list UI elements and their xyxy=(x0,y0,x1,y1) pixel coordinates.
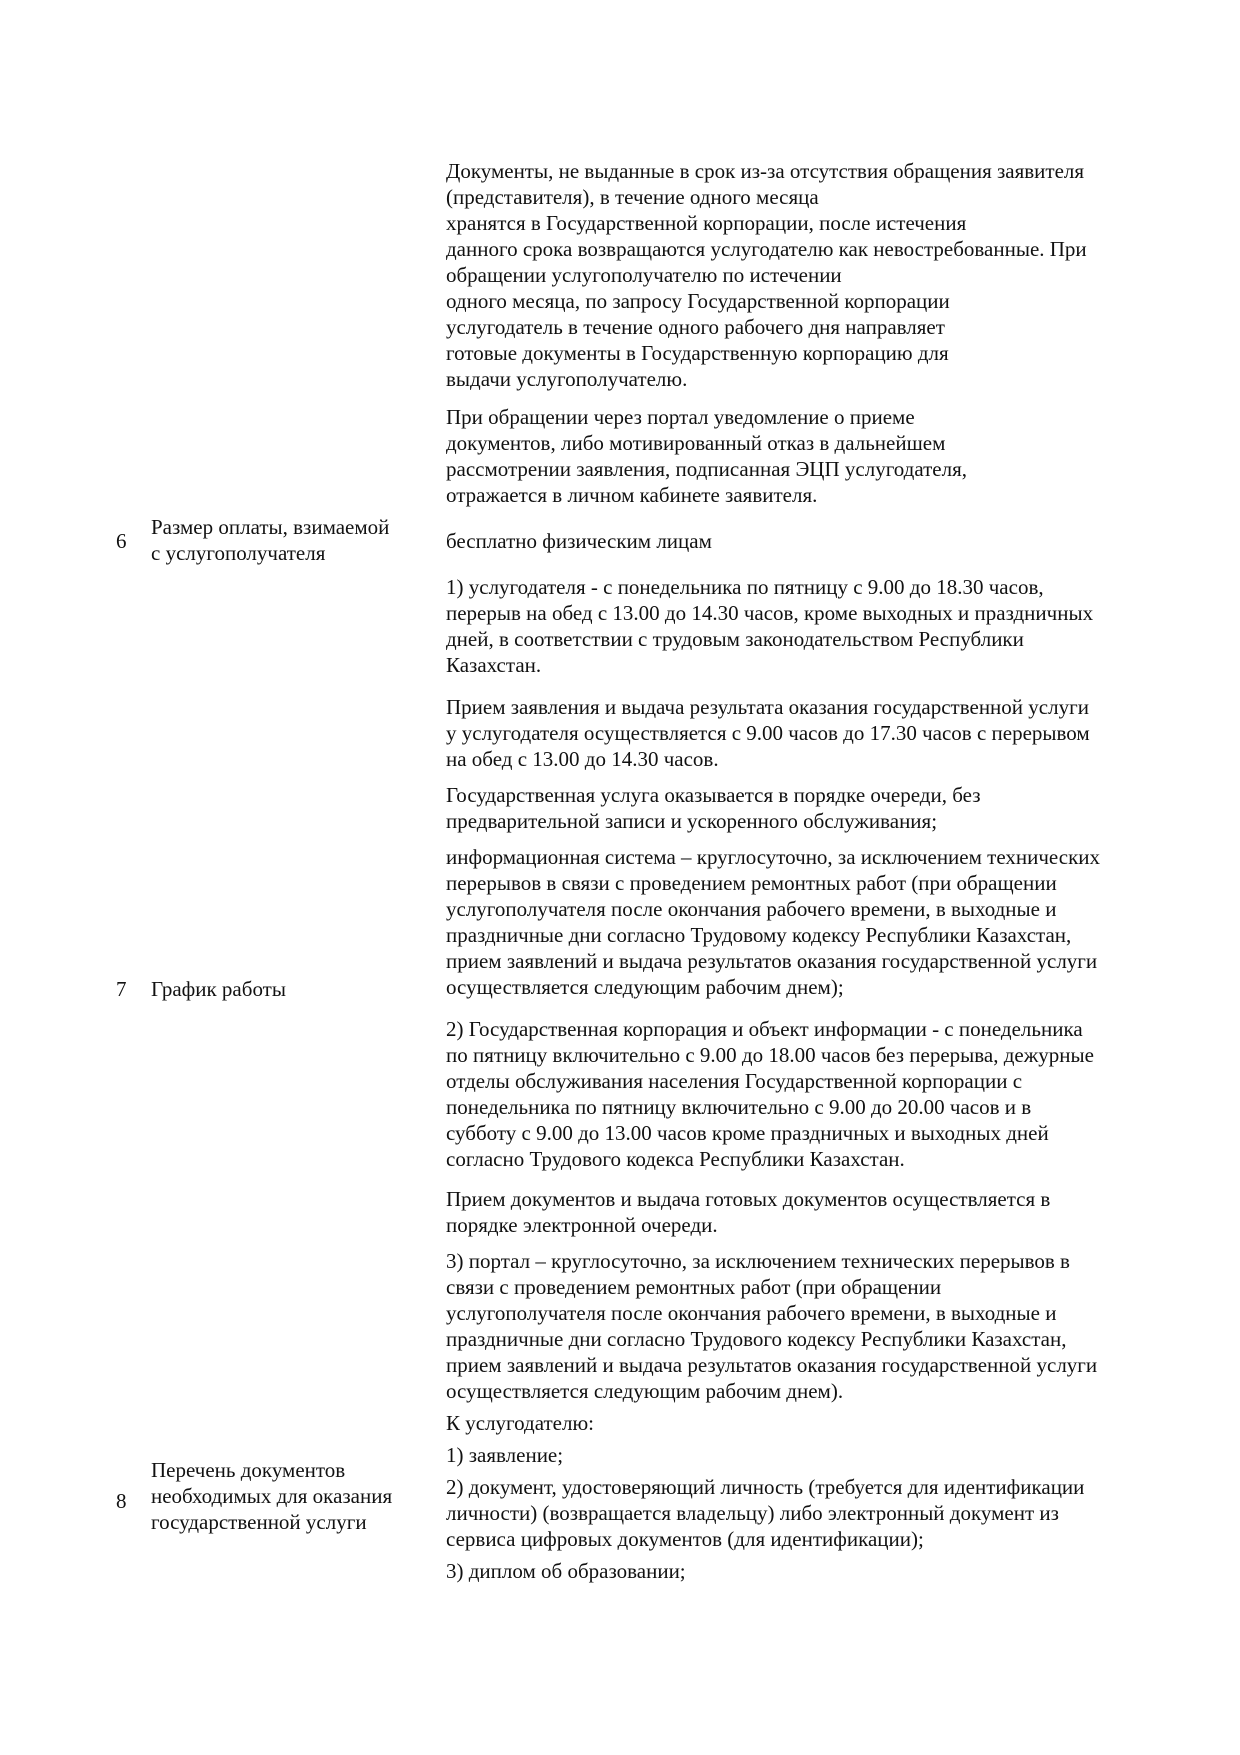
paragraph xyxy=(446,404,1166,508)
text-line: 3) портал – круглосуточно, за исключением технических перерывов в xyxy=(446,1249,1070,1273)
text-line: бесплатно физическим лицам xyxy=(446,529,712,553)
row-name-line: с услугополучателя xyxy=(151,541,326,565)
text-line: услугодатель в течение одного рабочего дня направляет xyxy=(446,315,945,339)
text-line: субботу с 9.00 до 13.00 часов кроме праздничных и выходных дней xyxy=(446,1121,1049,1145)
text-line: готовые документы в Государственную корпорацию для xyxy=(446,341,949,365)
text-line: данного срока возвращаются услугодателю как невостребованные. При xyxy=(446,237,1087,261)
row-name-line: необходимых для оказания xyxy=(151,1484,393,1508)
text-line: перерывов в связи с проведением ремонтных работ (при обращении xyxy=(446,871,1057,895)
text-line: одного месяца, по запросу Государственной корпорации xyxy=(446,289,950,313)
text-line: 3) диплом об образовании; xyxy=(446,1559,686,1583)
text-line: отделы обслуживания населения Государственной корпорации с xyxy=(446,1069,1023,1093)
text-line: праздничные дни согласно Трудового кодексу Республики Казахстан, xyxy=(446,1327,1067,1351)
text-line: хранятся в Государственной корпорации, после истечения xyxy=(446,211,967,235)
text-line: порядке электронной очереди. xyxy=(446,1213,718,1237)
row-name-line: Размер оплаты, взимаемой xyxy=(151,515,390,539)
text-line: перерыв на обед с 13.00 до 14.30 часов, кроме выходных и праздничных xyxy=(446,601,1094,625)
row-name xyxy=(151,1457,431,1535)
text-line: информационная система – круглосуточно, за исключением технических xyxy=(446,845,1101,869)
text-line: 2) Государственная корпорация и объект информации - с понедельника xyxy=(446,1017,1083,1041)
text-line: 1) услугодателя - с понедельника по пятницу с 9.00 до 18.30 часов, xyxy=(446,575,1044,599)
paragraph xyxy=(446,1442,1166,1468)
paragraph xyxy=(446,1474,1166,1552)
text-line: прием заявлений и выдача результатов оказания государственной услуги xyxy=(446,1353,1098,1377)
text-line: документов, либо мотивированный отказ в дальнейшем xyxy=(446,431,946,455)
paragraph xyxy=(446,1248,1166,1404)
paragraph xyxy=(446,1558,1166,1584)
row-name xyxy=(151,514,431,566)
row-name xyxy=(151,976,431,1002)
row-name-line: График работы xyxy=(151,977,286,1001)
paragraph xyxy=(446,782,1166,834)
text-line: обращении услугополучателю по истечении xyxy=(446,263,842,287)
paragraph xyxy=(446,158,1166,392)
paragraph xyxy=(446,528,1166,554)
paragraph xyxy=(446,694,1166,772)
text-line: согласно Трудового кодекса Республики Казахстан. xyxy=(446,1147,905,1171)
paragraph xyxy=(446,1410,1166,1436)
text-line: отражается в личном кабинете заявителя. xyxy=(446,483,818,507)
text-line: 2) документ, удостоверяющий личность (требуется для идентификации xyxy=(446,1475,1085,1499)
text-line: понедельника по пятницу включительно с 9.00 до 20.00 часов и в xyxy=(446,1095,1032,1119)
paragraph xyxy=(446,574,1166,678)
paragraph xyxy=(446,1186,1166,1238)
text-line: рассмотрении заявления, подписанная ЭЦП услугодателя, xyxy=(446,457,968,481)
text-line: на обед с 13.00 до 14.30 часов. xyxy=(446,747,719,771)
row-number: 8 xyxy=(116,1489,127,1513)
text-line: прием заявлений и выдача результатов оказания государственной услуги xyxy=(446,949,1098,973)
row-name-line: государственной услуги xyxy=(151,1510,367,1534)
text-line: сервиса цифровых документов (для идентификации); xyxy=(446,1527,924,1551)
text-line: дней, в соответствии с трудовым законодательством Республики xyxy=(446,627,1024,651)
text-line: Документы, не выданные в срок из-за отсутствия обращения заявителя xyxy=(446,159,1085,183)
text-line: Прием заявления и выдача результата оказания государственной услуги xyxy=(446,695,1089,719)
text-line: К услугодателю: xyxy=(446,1411,595,1435)
text-line: Прием документов и выдача готовых документов осуществляется в xyxy=(446,1187,1051,1211)
text-line: по пятницу включительно с 9.00 до 18.00 часов без перерыва, дежурные xyxy=(446,1043,1094,1067)
text-line: 1) заявление; xyxy=(446,1443,564,1467)
paragraph xyxy=(446,1016,1166,1172)
text-line: Казахстан. xyxy=(446,653,542,677)
text-line: праздничные дни согласно Трудовому кодексу Республики Казахстан, xyxy=(446,923,1072,947)
text-line: предварительной записи и ускоренного обслуживания; xyxy=(446,809,938,833)
paragraph xyxy=(446,844,1166,1000)
text-line: личности) (возвращается владельцу) либо электронный документ из xyxy=(446,1501,1059,1525)
text-line: услугополучателя после окончания рабочего времени, в выходные и xyxy=(446,1301,1057,1325)
text-line: При обращении через портал уведомление о приеме xyxy=(446,405,915,429)
text-line: услугополучателя после окончания рабочего времени, в выходные и xyxy=(446,897,1057,921)
text-line: Государственная услуга оказывается в порядке очереди, без xyxy=(446,783,981,807)
text-line: выдачи услугополучателю. xyxy=(446,367,688,391)
text-line: у услугодателя осуществляется с 9.00 часов до 17.30 часов с перерывом xyxy=(446,721,1090,745)
text-line: осуществляется следующим рабочим днем); xyxy=(446,975,844,999)
row-number: 6 xyxy=(116,529,127,553)
text-line: (представителя), в течение одного месяца xyxy=(446,185,819,209)
row-name-line: Перечень документов xyxy=(151,1458,346,1482)
text-line: связи с проведением ремонтных работ (при обращении xyxy=(446,1275,942,1299)
text-line: осуществляется следующим рабочим днем). xyxy=(446,1379,844,1403)
row-number: 7 xyxy=(116,977,127,1001)
